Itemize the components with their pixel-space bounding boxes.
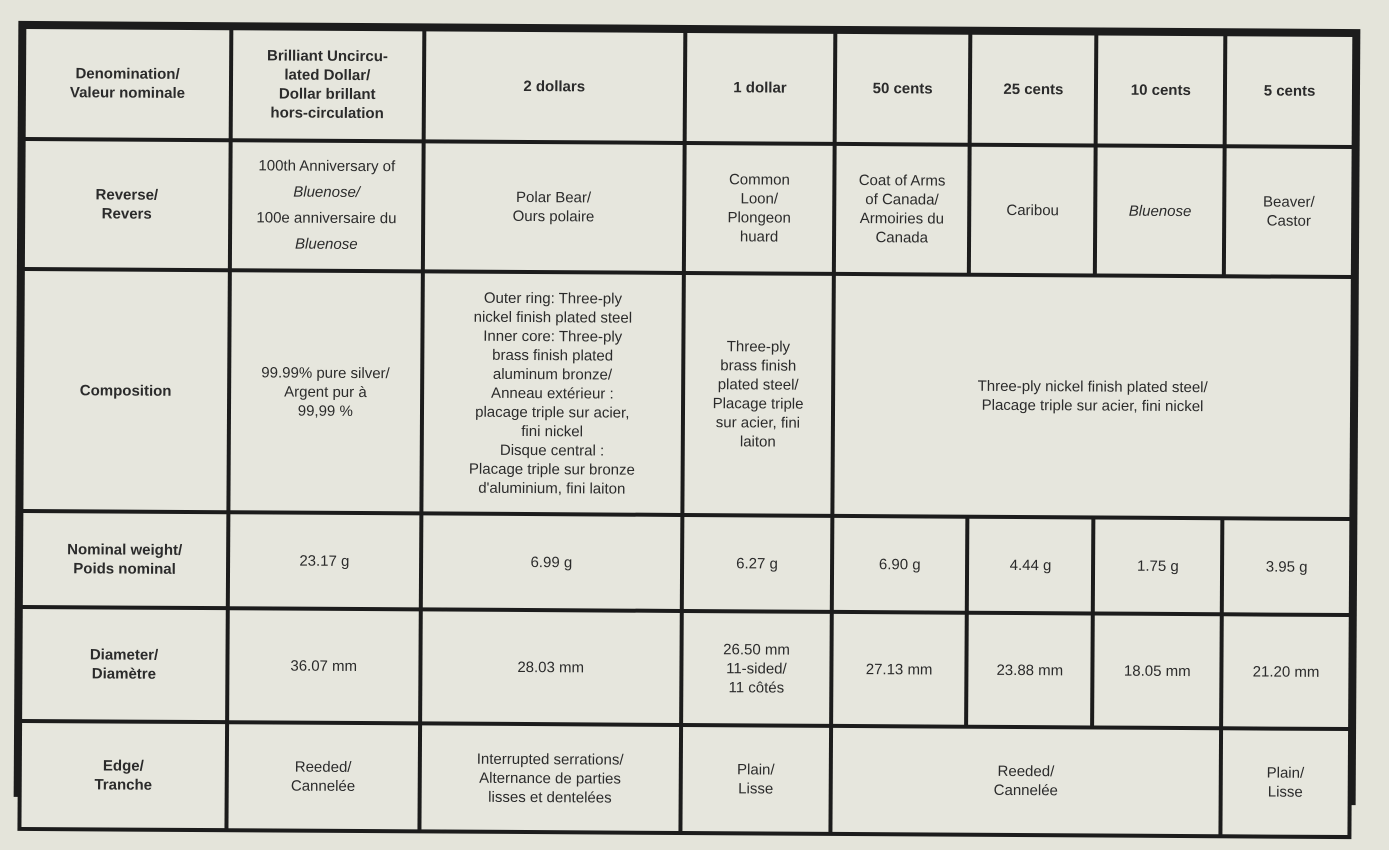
row-header-composition: Composition — [23, 271, 228, 510]
reverse-25-cents: Caribou — [971, 147, 1094, 274]
row-header-nominal-weight: Nominal weight/ Poids nominal — [23, 513, 227, 606]
composition-50-25-10-5-cents: Three-ply nickel finish plated steel/ Placage triple sur acier, fini nickel — [834, 276, 1350, 517]
weight-5-cents: 3.95 g — [1224, 520, 1349, 613]
reverse-1-dollar: Common Loon/ Plongeon huard — [686, 145, 833, 272]
table-row-edge — [21, 723, 1348, 835]
table-row-nominal-weight — [23, 513, 1350, 613]
table-row-composition — [23, 271, 1350, 517]
diameter-50-cents: 27.13 mm — [833, 614, 965, 725]
column-header-5-cents: 5 cents — [1227, 36, 1352, 145]
edge-brilliant-uncirculated: Reeded/ Cannelée — [229, 724, 418, 829]
composition-1-dollar: Three-ply brass finish plated steel/ Placage triple sur acier, fini laiton — [684, 275, 831, 514]
diameter-1-dollar: 26.50 mm 11-sided/ 11 côtés — [683, 613, 830, 724]
column-header-25-cents: 25 cents — [972, 35, 1095, 144]
row-header-denomination: Denomination/ Valeur nominale — [26, 29, 230, 138]
weight-50-cents: 6.90 g — [834, 518, 966, 611]
diameter-brilliant-uncirculated: 36.07 mm — [229, 610, 418, 721]
diameter-5-cents: 21.20 mm — [1223, 616, 1348, 727]
table-row-denomination — [26, 29, 1353, 145]
edge-50-25-10-cents: Reeded/ Cannelée — [832, 728, 1219, 834]
column-header-brilliant-uncirculated-dollar: Brilliant Uncircu- lated Dollar/ Dollar brillant hors-circulation — [233, 30, 422, 139]
reverse-2-dollars: Polar Bear/ Ours polaire — [424, 143, 682, 271]
weight-25-cents: 4.44 g — [969, 519, 1092, 612]
table-row-reverse — [25, 141, 1352, 275]
diameter-25-cents: 23.88 mm — [968, 615, 1091, 726]
row-header-diameter: Diameter/ Diamètre — [22, 609, 226, 720]
diameter-2-dollars: 28.03 mm — [422, 611, 680, 723]
edge-5-cents: Plain/ Lisse — [1223, 730, 1348, 835]
edge-2-dollars: Interrupted serrations/ Alternance de parties lisses et dentelées — [421, 725, 679, 831]
reverse-brilliant-uncirculated: 100th Anniversary of Bluenose/ 100e anniversaire du Bluenose — [232, 142, 421, 269]
reverse-5-cents: Beaver/ Castor — [1226, 148, 1352, 275]
composition-brilliant-uncirculated: 99.99% pure silver/ Argent pur à 99,99 % — [230, 272, 420, 511]
row-header-edge: Edge/ Tranche — [21, 723, 225, 828]
coin-specifications-table — [17, 25, 1356, 839]
column-header-10-cents: 10 cents — [1098, 36, 1223, 145]
table-row-diameter — [22, 609, 1349, 727]
column-header-1-dollar: 1 dollar — [687, 33, 834, 142]
column-header-2-dollars: 2 dollars — [425, 31, 683, 141]
reverse-10-cents: Bluenose — [1097, 148, 1223, 275]
edge-1-dollar: Plain/ Lisse — [682, 727, 829, 832]
weight-brilliant-uncirculated: 23.17 g — [230, 514, 419, 607]
coin-specifications-card — [14, 21, 1361, 805]
weight-1-dollar: 6.27 g — [684, 517, 831, 610]
diameter-10-cents: 18.05 mm — [1095, 615, 1220, 726]
composition-2-dollars: Outer ring: Three-ply nickel finish plated steel Inner core: Three-ply brass finish plated aluminum bronze/ Anneau extérieur : placage triple sur acier, fini nickel Disque central : Placage triple sur bronze d'aluminium, fini laiton — [423, 273, 682, 513]
weight-2-dollars: 6.99 g — [422, 515, 680, 609]
row-header-reverse: Reverse/ Revers — [25, 141, 229, 268]
reverse-50-cents: Coat of Arms of Canada/ Armoiries du Canada — [836, 146, 968, 273]
column-header-50-cents: 50 cents — [837, 34, 969, 143]
weight-10-cents: 1.75 g — [1095, 519, 1220, 612]
